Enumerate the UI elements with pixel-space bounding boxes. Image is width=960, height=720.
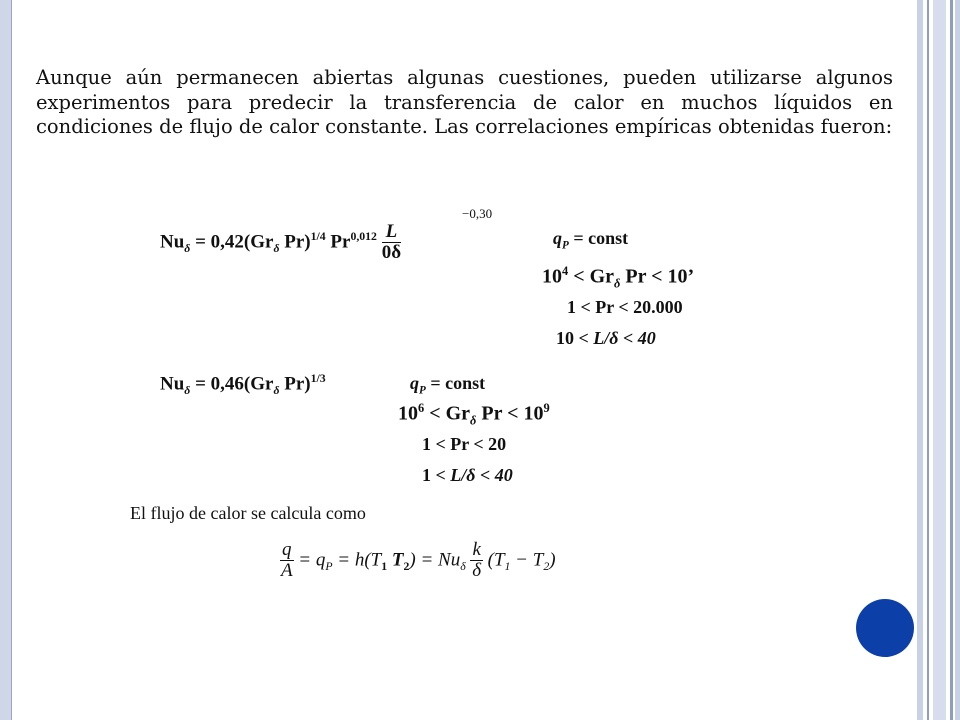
eq1-gr-sub: δ [273, 242, 280, 256]
right-frame-border [917, 0, 960, 720]
eq1-pr: Pr) [279, 231, 311, 253]
eq1-condition-2: $10^4 < Gr_\delta$ Pr < 10’ [542, 264, 695, 291]
blue-circle-decoration [856, 599, 914, 657]
eq2-condition-3: 1 < Pr < 20 [422, 434, 507, 454]
eq1-pr2: Pr [325, 231, 351, 253]
eq1-condition-3: 1 < Pr < 20.000 [567, 297, 683, 317]
eq1-condition-4: 10 < L/δ < 40 [556, 328, 656, 348]
heat-flux-label: El flujo de calor se calcula como [130, 503, 366, 523]
eq1-lhs: Nu [160, 231, 185, 253]
eq1-exp2: 0,012 [350, 229, 377, 243]
eq1-lhs-sub: δ [184, 242, 191, 256]
eq2-lhs: Nu [160, 373, 185, 395]
equation-1 [160, 222, 401, 264]
heat-flux-equation: $\frac{q}{A}$ = $q_P = h(T_1$ $T_2) = Nu_\delta$ $\frac{k}{\delta}$ $(T_1 - T_2)$ [280, 539, 556, 581]
eq2-condition-1: $q_P$ = const [410, 373, 486, 397]
eq1-fraction: $\frac{L}{0\delta}$ [381, 221, 402, 263]
eq1-coef: = 0,42(Gr [195, 231, 274, 253]
eq2-gr-sub: δ [273, 384, 280, 398]
eq1-outer-exponent: −0,30 [462, 206, 493, 221]
eq2-lhs-sub: δ [184, 384, 191, 398]
eq1-exp1: 1/4 [310, 229, 326, 243]
eq2-condition-4: 1 < L/δ < 40 [422, 465, 513, 485]
equation-2 [160, 372, 326, 398]
eq2-exp: 1/3 [310, 372, 326, 385]
intro-paragraph: Aunque aún permanecen abiertas algunas cuestiones, pueden utilizarse algunos experimentos para predecir la transferencia de calor en muchos líquidos en condiciones de flujo de calor constante. Las correlaciones empíricas obtenidas fueron: [36, 66, 893, 138]
eq2-coef: = 0,46(Gr [195, 373, 274, 395]
left-frame-border [0, 0, 12, 720]
eq3-fraction-k-delta: $\frac{k}{\delta}$ [472, 539, 482, 581]
eq1-condition-1: $q_P$ = const [553, 228, 629, 252]
eq3-fraction-q-a: $\frac{q}{A}$ [280, 539, 293, 581]
eq2-pr: Pr) [279, 373, 311, 395]
eq2-condition-2: $10^6 < Gr_\delta$ $Pr < 10^9$ [398, 401, 550, 428]
